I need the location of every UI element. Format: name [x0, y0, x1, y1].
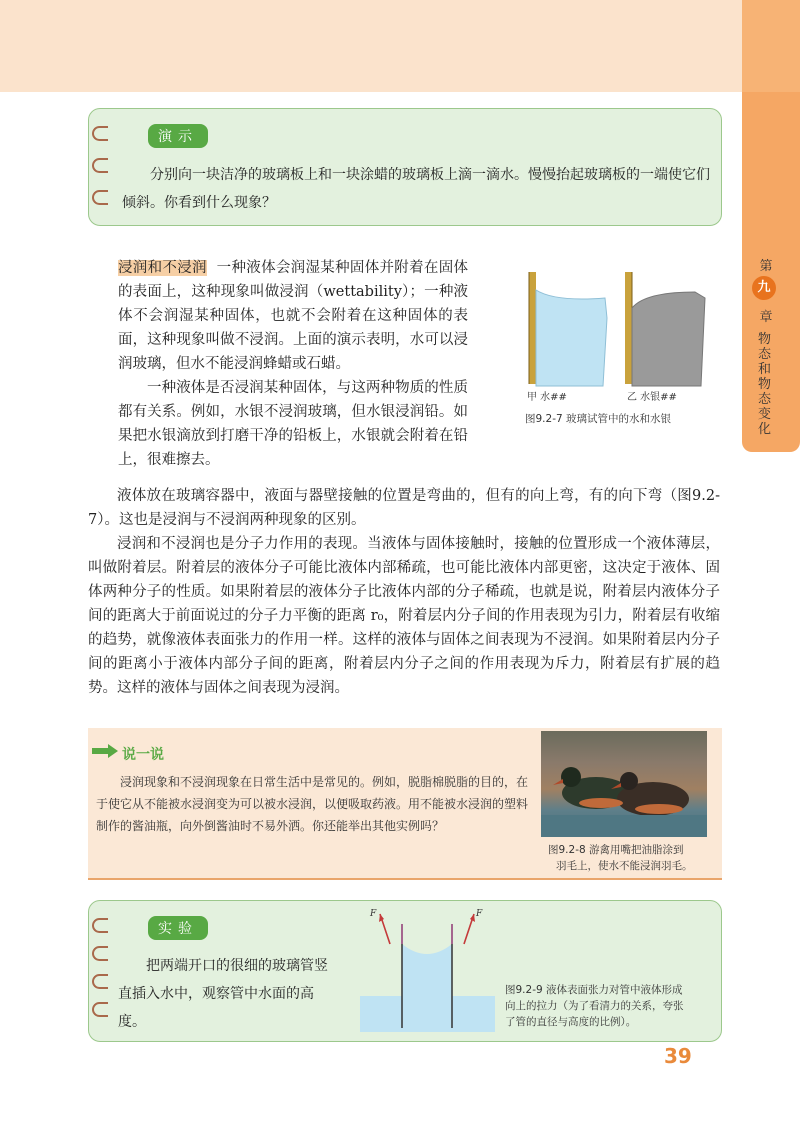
chapter-tab-top	[742, 0, 800, 92]
fig-9-2-8-caption-1: 图9.2-8 游禽用嘴把油脂涂到	[548, 844, 684, 856]
fig-left-label: 甲 水##	[527, 392, 567, 403]
duck-photo	[541, 731, 707, 837]
experiment-badge: 实验	[148, 916, 208, 940]
force-label-left: F	[370, 909, 377, 919]
section-p1: 一种液体会润湿某种固体并附着在固体的表面上，这种现象叫做浸润（wettability）；一种液体不会润湿某种固体，也就不会附着在这种固体的表面，这种现象叫做不浸润。上面的演示表明，水可以浸润玻璃，但水不能浸润蜂蜡或石蜡。	[118, 260, 469, 372]
page-header-band	[0, 0, 742, 92]
chapter-title: 物态和物态变化	[758, 332, 772, 437]
section-p3: 液体放在玻璃容器中，液面与器壁接触的位置是弯曲的，但有的向上弯，有的向下弯（图9.2-7）。这也是浸润与不浸润两种现象的区别。	[88, 488, 720, 528]
arrow-icon	[92, 744, 118, 758]
page-number: 39	[664, 1044, 692, 1068]
figure-9-2-9	[360, 904, 495, 1034]
talk-title: 说一说	[122, 747, 164, 763]
left-tube-wall	[529, 272, 536, 384]
chapter-label-bottom: 章	[759, 310, 773, 325]
section-keyword: 浸润和不浸润	[118, 260, 207, 276]
demo-badge: 演示	[148, 124, 208, 148]
water-basin	[360, 996, 495, 1032]
binder-ring-icon	[92, 946, 108, 961]
section-p4: 浸润和不浸润也是分子力作用的表现。当液体与固体接触时，接触的位置形成一个液体薄层，叫做附着层。附着层的液体分子可能比液体内部稀疏，也可能比液体内部更密，这决定于液体、固体两种分子的性质。如果附着层的液体分子比液体内部的分子稀疏，也就是说，附着层内液体分子间的距离大于前面说过的分子力平衡的距离 r₀，附着层内分子间的作用表现为引力，附着层有收缩的趋势，就像液体表面张力的作用一样。这样的液体与固体之间表现为不浸润。如果附着层内分子间的距离小于液体内部分子间的距离，附着层内分子之间的作用表现为斥力，附着层有扩展的趋势。这样的液体与固体之间表现为浸润。	[88, 536, 720, 696]
figure-9-2-7	[515, 268, 725, 438]
binder-ring-icon	[92, 190, 108, 205]
binder-ring-icon	[92, 918, 108, 933]
fig-9-2-8-caption-2: 羽毛上，使水不能浸润羽毛。	[556, 860, 693, 872]
binder-ring-icon	[92, 158, 108, 173]
fig-right-label: 乙 水银##	[627, 392, 677, 403]
capillary-water	[402, 944, 452, 1000]
section-intro	[118, 256, 468, 472]
binder-ring-icon	[92, 126, 108, 141]
fig-9-2-7-caption: 图9.2-7 玻璃试管中的水和水银	[525, 413, 672, 425]
mercury-surface	[632, 292, 705, 386]
fig-9-2-9-caption-3: 了管的直径与高度的比例）。	[505, 1016, 637, 1028]
experiment-text: 把两端开口的很细的玻璃管竖直插入水中，观察管中水面的高度。	[118, 958, 328, 1030]
force-label-right: F	[476, 909, 483, 919]
fig-9-2-9-caption-1: 图9.2-9 液体表面张力对管中液体形成	[505, 984, 683, 996]
fig-9-2-9-caption-2: 向上的拉力（为了看清力的关系，夸张	[505, 1000, 684, 1012]
section-body	[88, 484, 720, 700]
talk-text: 浸润现象和不浸润现象在日常生活中是常见的。例如，脱脂棉脱脂的目的，在于使它从不能被水浸润变为可以被水浸润，以便吸取药液。用不能被水浸润的塑料制作的酱油瓶，向外倒酱油时不易外洒。你还能举出其他实例吗？	[96, 775, 529, 833]
demo-text: 分别向一块洁净的玻璃板上和一块涂蜡的玻璃板上滴一滴水。慢慢抬起玻璃板的一端使它们倾斜。你看到什么现象？	[122, 167, 710, 211]
chapter-label-top: 第	[759, 259, 773, 274]
binder-ring-icon	[92, 1002, 108, 1017]
chapter-number: 九	[752, 276, 776, 300]
water-surface	[536, 290, 607, 386]
right-tube-wall	[625, 272, 632, 384]
binder-ring-icon	[92, 974, 108, 989]
section-p2: 一种液体是否浸润某种固体，与这两种物质的性质都有关系。例如，水银不浸润玻璃，但水银浸润铅。如果把水银滴放到打磨干净的铅板上，水银就会附着在铅上，很难擦去。	[118, 380, 468, 468]
